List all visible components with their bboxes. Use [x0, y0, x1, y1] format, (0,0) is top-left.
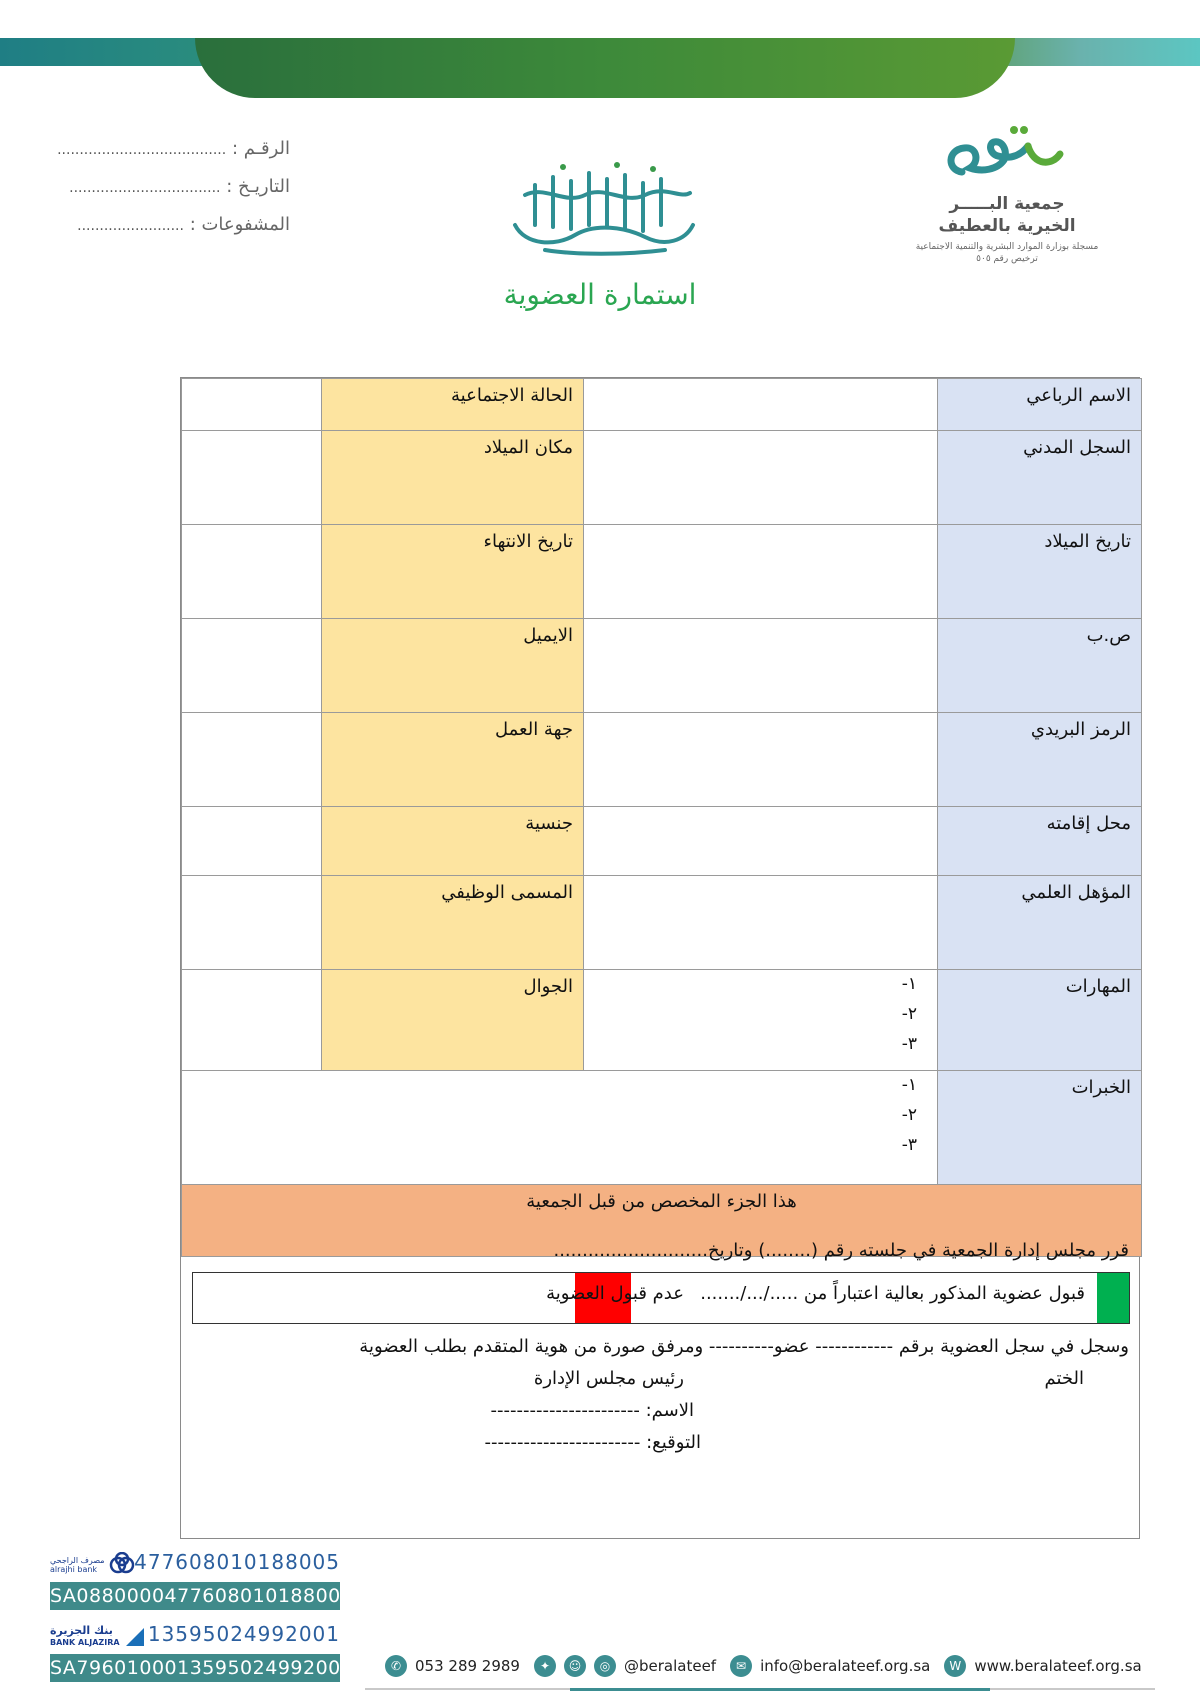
- field-label: جهة العمل: [322, 713, 584, 807]
- list-item: ٣-: [901, 1034, 917, 1054]
- basmala-calligraphy-icon: [505, 155, 700, 260]
- bank-logo-en: BANK ALJAZIRA: [50, 1638, 120, 1647]
- field-value-nationality[interactable]: [182, 807, 322, 876]
- meta-date: [55, 176, 290, 214]
- field-label: جنسية: [322, 807, 584, 876]
- form-row: [182, 619, 1142, 713]
- chairman-name-field[interactable]: الاسم: -----------------------: [490, 1400, 694, 1421]
- decision-options: [192, 1272, 1130, 1324]
- form-row: [182, 525, 1142, 619]
- field-value-full-name[interactable]: [584, 379, 938, 431]
- alrajhi-emblem-icon: [109, 1552, 135, 1578]
- twitter-icon[interactable]: ✦: [534, 1655, 556, 1677]
- field-label: تاريخ الانتهاء: [322, 525, 584, 619]
- meta-date-dots[interactable]: ..................................: [69, 180, 221, 196]
- membership-form: [180, 377, 1140, 1539]
- alrajhi-bank-logo: [50, 1552, 135, 1578]
- form-row: [182, 713, 1142, 807]
- field-label: مكان الميلاد: [322, 431, 584, 525]
- meta-attachments: [55, 214, 290, 252]
- field-label: الاسم الرباعي: [938, 379, 1142, 431]
- form-row-experience: [182, 1071, 1142, 1185]
- field-label: محل إقامته: [938, 807, 1142, 876]
- list-item: ١-: [901, 974, 917, 994]
- aljazira-bank-logo: [50, 1624, 146, 1650]
- field-label: المؤهل العلمي: [938, 876, 1142, 970]
- org-license: ترخيص رقم ٥٠٥: [976, 254, 1038, 264]
- social-handle[interactable]: @beralateef: [623, 1657, 717, 1675]
- field-value-postal-code[interactable]: [584, 713, 938, 807]
- footer-divider-accent: [570, 1688, 990, 1691]
- field-label: الرمز البريدي: [938, 713, 1142, 807]
- field-label: المهارات: [938, 970, 1142, 1071]
- bank-logo-ar: مصرف الراجحي: [50, 1556, 105, 1565]
- bank-aljazira: [50, 1622, 354, 1682]
- top-center-tab: [195, 38, 1015, 98]
- field-value-email[interactable]: [182, 619, 322, 713]
- accept-checkbox[interactable]: [1097, 1273, 1129, 1323]
- website-icon: W: [944, 1655, 966, 1677]
- field-value-marital-status[interactable]: [182, 379, 322, 431]
- phone-number[interactable]: 053 289 2989: [415, 1657, 520, 1675]
- bank-account-number: 13595024992001: [147, 1622, 340, 1646]
- field-label: ص.ب: [938, 619, 1142, 713]
- list-item: ١-: [901, 1075, 917, 1095]
- organization-logo: [902, 120, 1112, 264]
- field-value-birth-place[interactable]: [182, 431, 322, 525]
- form-row: [182, 876, 1142, 970]
- form-title: استمارة العضوية: [503, 278, 697, 311]
- meta-number-dots[interactable]: ......................................: [57, 142, 227, 158]
- bank-alrajhi: [50, 1550, 354, 1610]
- field-value-job-title[interactable]: [182, 876, 322, 970]
- field-value-qualification[interactable]: [584, 876, 938, 970]
- field-label: المسمى الوظيفي: [322, 876, 584, 970]
- org-name-line1: جمعية البـــــر: [949, 194, 1065, 214]
- form-row-skills: [182, 970, 1142, 1071]
- field-value-skills[interactable]: [584, 970, 938, 1071]
- website-url[interactable]: www.beralateef.org.sa: [974, 1657, 1142, 1675]
- chairman-label: رئيس مجلس الإدارة: [533, 1368, 684, 1389]
- field-value-residence[interactable]: [584, 807, 938, 876]
- field-value-employer[interactable]: [182, 713, 322, 807]
- whatsapp-icon: ✆: [385, 1655, 407, 1677]
- bank-account-number: 477608010188005: [134, 1550, 340, 1574]
- logo-mark-icon: [942, 120, 1072, 188]
- field-value-birth-date[interactable]: [584, 525, 938, 619]
- field-label: الحالة الاجتماعية: [322, 379, 584, 431]
- field-value-experience[interactable]: [182, 1071, 938, 1185]
- email-address[interactable]: info@beralateef.org.sa: [760, 1657, 931, 1675]
- aljazira-emblem-icon: [124, 1626, 146, 1648]
- list-item: ٣-: [901, 1135, 917, 1155]
- meta-attachments-label: المشفوعات :: [189, 214, 290, 235]
- bank-iban: SA0880000477608010188005: [50, 1582, 340, 1610]
- field-value-civil-record[interactable]: [584, 431, 938, 525]
- meta-date-label: التاريـخ :: [226, 176, 290, 197]
- chairman-signature-field[interactable]: التوقيع: ------------------------: [484, 1432, 701, 1453]
- meta-attachments-dots[interactable]: ........................: [77, 218, 184, 234]
- org-section-header: هذا الجزء المخصص من قبل الجمعية: [182, 1185, 1142, 1257]
- org-registration: مسجلة بوزارة الموارد البشرية والتنمية الاجتماعية: [915, 242, 1099, 252]
- meta-number-label: الرقـم :: [231, 138, 290, 159]
- form-row: [182, 807, 1142, 876]
- stamp-label: الختم: [1044, 1368, 1084, 1389]
- form-row: [182, 431, 1142, 525]
- field-label: الايميل: [322, 619, 584, 713]
- bank-logo-en: alrajhi bank: [50, 1565, 98, 1574]
- form-row: [182, 379, 1142, 431]
- field-label: السجل المدني: [938, 431, 1142, 525]
- reject-label: عدم قبول العضوية: [546, 1283, 684, 1304]
- registration-statement: وسجل في سجل العضوية برقم ------------ عضو---------- ومرفق صورة من هوية المتقدم بطلب العضوية: [359, 1336, 1129, 1357]
- snapchat-icon[interactable]: ☺: [564, 1655, 586, 1677]
- bank-iban: SA7960100013595024992001: [50, 1654, 340, 1682]
- field-label: الجوال: [322, 970, 584, 1071]
- list-item: ٢-: [901, 1004, 917, 1024]
- bank-logo-ar: بنك الجزيرة: [50, 1624, 113, 1637]
- field-label: الخبرات: [938, 1071, 1142, 1185]
- email-icon: ✉: [730, 1655, 752, 1677]
- contact-footer: [385, 1653, 1142, 1679]
- org-name-line2: الخيرية بالعطيف: [938, 216, 1076, 236]
- accept-label: قبول عضوية المذكور بعالية اعتباراً من ...../.../.......: [700, 1283, 1085, 1304]
- instagram-icon[interactable]: ◎: [594, 1655, 616, 1677]
- list-item: ٢-: [901, 1105, 917, 1125]
- field-value-expiry-date[interactable]: [182, 525, 322, 619]
- document-meta: [55, 138, 290, 252]
- field-value-po-box[interactable]: [584, 619, 938, 713]
- field-value-mobile[interactable]: [182, 970, 322, 1071]
- field-label: تاريخ الميلاد: [938, 525, 1142, 619]
- decision-statement: قرر مجلس إدارة الجمعية في جلسته رقم (........) وتاريخ...........................: [553, 1240, 1129, 1261]
- meta-number: [55, 138, 290, 176]
- membership-form-table: [181, 378, 1142, 1257]
